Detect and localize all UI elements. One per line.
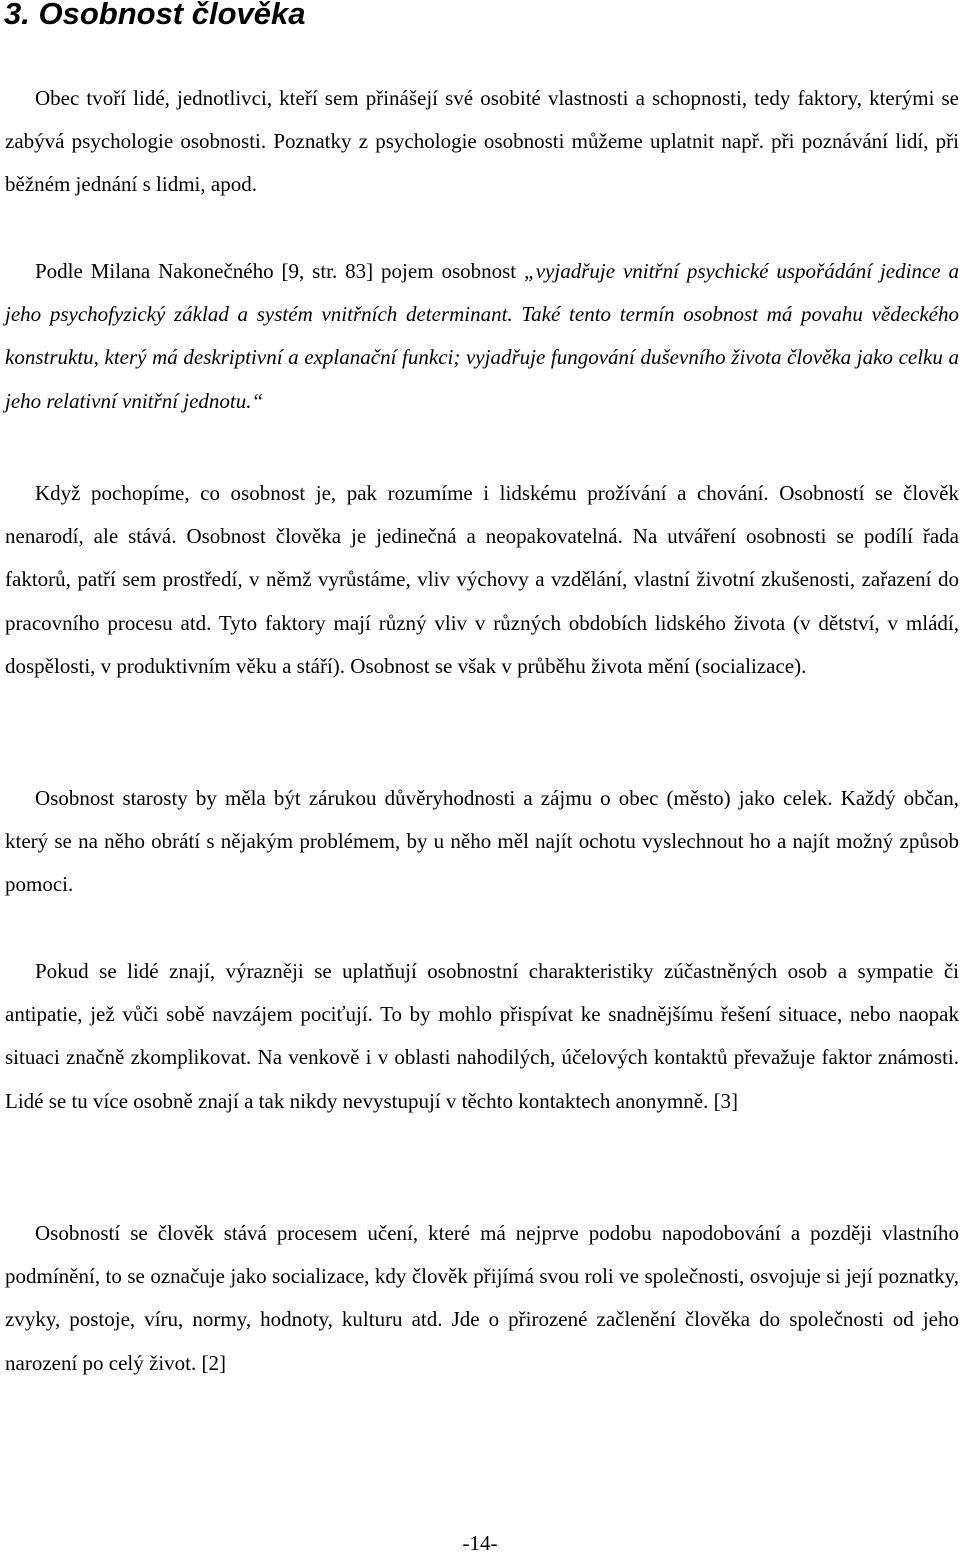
paragraph-socialization: Osobností se člověk stává procesem učení, které má nejprve podobu napodobování a později vlastního podmínění, to se označuje jako socializace, kdy člověk přijímá svou roli ve společnosti, osvojuje si její poznatky, zvyky, postoje, víru, normy, hodnoty, kulturu atd. Jde o přirozené začlenění člověka do společnosti od jeho narození po celý život. [2]	[5, 1221, 959, 1375]
paragraph-mayor: Osobnost starosty by měla být zárukou důvěryhodnosti a zájmu o obec (město) jako celek. Každý občan, který se na něho obrátí s nějakým problémem, by u něho měl najít ochotu vyslechnout ho a najít možný způsob pomoci.	[5, 786, 959, 897]
section-heading: 3. Osobnost člověka	[4, 0, 306, 31]
paragraph-acquaintance: Pokud se lidé znají, výrazněji se uplatňují osobnostní charakteristiky zúčastněných osob a sympatie či antipatie, jež vůči sobě navzájem pociťují. To by mohlo přispívat ke snadnějšímu řešení situace, nebo naopak situaci značně zkomplikovat. Na venkově i v oblasti nahodilých, účelových kontaktů převažuje faktor známosti. Lidé se tu více osobně znají a tak nikdy nevystupují v těchto kontaktech anonymně. [3]	[5, 959, 959, 1113]
paragraph-intro: Obec tvoří lidé, jednotlivci, kteří sem přinášejí své osobité vlastnosti a schopnosti, tedy faktory, kterými se zabývá psychologie osobnosti. Poznatky z psychologie osobnosti můžeme uplatnit např. při poznávání lidí, při běžném jednání s lidmi, apod.	[5, 86, 959, 197]
paragraph-understanding: Když pochopíme, co osobnost je, pak rozumíme i lidskému prožívání a chování. Osobností se člověk nenarodí, ale stává. Osobnost člověka je jedinečná a neopakovatelná. Na utváření osobnosti se podílí řada faktorů, patří sem prostředí, v němž vyrůstáme, vliv výchovy a vzdělání, vlastní životní zkušenosti, zařazení do pracovního procesu atd. Tyto faktory mají různý vliv v různých obdobích lidského života (v dětství, v mládí, dospělosti, v produktivním věku a stáří). Osobnost se však v průběhu života mění (socializace).	[5, 481, 959, 678]
definition-quote: „vyjadřuje vnitřní psychické uspořádání jedince a jeho psychofyzický základ a systém vnitřních determinant. Také tento termín osobnost má povahu vědeckého konstruktu, který má deskriptivní a explanační funkci; vyjadřuje fungování duševního života člověka jako celku a jeho relativní vnitřní jednotu.“	[5, 259, 959, 413]
paragraph-definition	[5, 250, 959, 423]
definition-lead: Podle Milana Nakonečného [9, str. 83] pojem osobnost	[35, 259, 525, 283]
page-number: -14-	[462, 1531, 498, 1555]
